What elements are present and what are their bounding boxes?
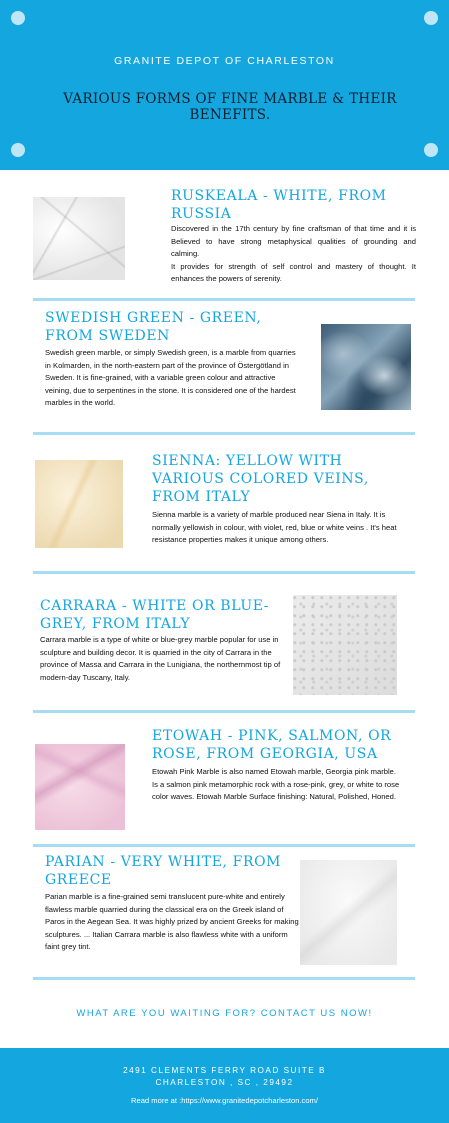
read-more-link[interactable]: Read more at :https://www.granitedepotcharleston.com/ xyxy=(131,1096,318,1105)
brand-name: GRANITE DEPOT OF CHARLESTON xyxy=(114,55,335,67)
section-divider xyxy=(33,977,415,980)
marble-section-etowah xyxy=(0,714,449,847)
decorative-dot xyxy=(11,143,25,157)
section-description: Etowah Pink Marble is also named Etowah marble, Georgia pink marble. Is a salmon pink metamorphic rock with a rose-pink, grey, or white to rose color waves. Etowah Marble Surface finishing: Natural, Polished, Honed. xyxy=(152,767,400,802)
section-title: RUSKEALA - WHITE, FROM RUSSIA xyxy=(171,188,387,222)
section-title: SIENNA: YELLOW WITH VARIOUS COLORED VEINS, FROM ITALY xyxy=(152,453,369,505)
section-description: Discovered in the 17th century by fine craftsman of that time and it is Believed to have strong metaphysical qualities of grounding and calming. It provides for strength of self control and mastery of thought. It enhances the powers of serenity. xyxy=(171,224,416,284)
contact-cta[interactable]: WHAT ARE YOU WAITING FOR? CONTACT US NOW! xyxy=(76,1008,373,1019)
swedish-green-marble-image xyxy=(321,324,411,410)
carrara-marble-image xyxy=(293,595,397,695)
etowah-marble-image xyxy=(35,744,125,830)
marble-section-ruskeala xyxy=(0,170,449,302)
address-city: CHARLESTON , SC , 29492 xyxy=(155,1077,294,1087)
marble-section-parian xyxy=(0,847,449,980)
address xyxy=(0,1065,449,1088)
section-description: Swedish green marble, or simply Swedish green, is a marble from quarries in Kolmarden, in the north-eastern part of the province of Östergötland in Sweden. It is fine-grained, with a variable green colour and attractive veining, due to serpentines in the stone. It is considered one of the hardest marbles in the world. xyxy=(45,348,296,408)
section-divider xyxy=(33,571,415,574)
footer-banner xyxy=(0,1048,449,1123)
section-title: PARIAN - VERY WHITE, FROM GREECE xyxy=(45,854,282,888)
marble-section-carrara xyxy=(0,575,449,714)
sienna-marble-image xyxy=(35,460,123,548)
marble-section-sienna xyxy=(0,435,449,575)
ruskeala-marble-image xyxy=(33,197,125,280)
parian-marble-image xyxy=(300,860,397,965)
section-title: SWEDISH GREEN - GREEN, FROM SWEDEN xyxy=(45,310,262,344)
page-title: VARIOUS FORMS OF FINE MARBLE & THEIR BENEFITS. xyxy=(63,91,397,123)
decorative-dot xyxy=(11,11,25,25)
section-title: ETOWAH - PINK, SALMON, OR ROSE, FROM GEORGIA, USA xyxy=(152,728,392,762)
marble-section-swedish-green xyxy=(0,302,449,435)
decorative-dot xyxy=(424,11,438,25)
section-title: CARRARA - WHITE OR BLUE-GREY, FROM ITALY xyxy=(40,598,270,632)
section-divider xyxy=(33,710,415,713)
section-description: Parian marble is a fine-grained semi translucent pure-white and entirely flawless marble quarried during the classical era on the Greek island of Paros in the Aegean Sea. It was highly prized by ancient Greeks for making sculptures. ... Italian Carrara marble is also flawless white with a uniform faint grey tint. xyxy=(45,892,299,952)
section-description: Sienna marble is a variety of marble produced near Siena in Italy. It is normally yellowish in colour, with violet, red, blue or white veins . It's heat resistance properties makes it unique among others. xyxy=(152,510,397,545)
section-divider xyxy=(33,298,415,301)
address-street: 2491 CLEMENTS FERRY ROAD SUITE B xyxy=(123,1066,326,1075)
section-description: Carrara marble is a type of white or blue-grey marble popular for use in sculpture and building decor. It is quarried in the city of Carrara in the province of Massa and Carrara in the Lunigiana, the northernmost tip of modern-day Tuscany, Italy. xyxy=(40,635,281,682)
header-banner xyxy=(0,0,449,170)
decorative-dot xyxy=(424,143,438,157)
